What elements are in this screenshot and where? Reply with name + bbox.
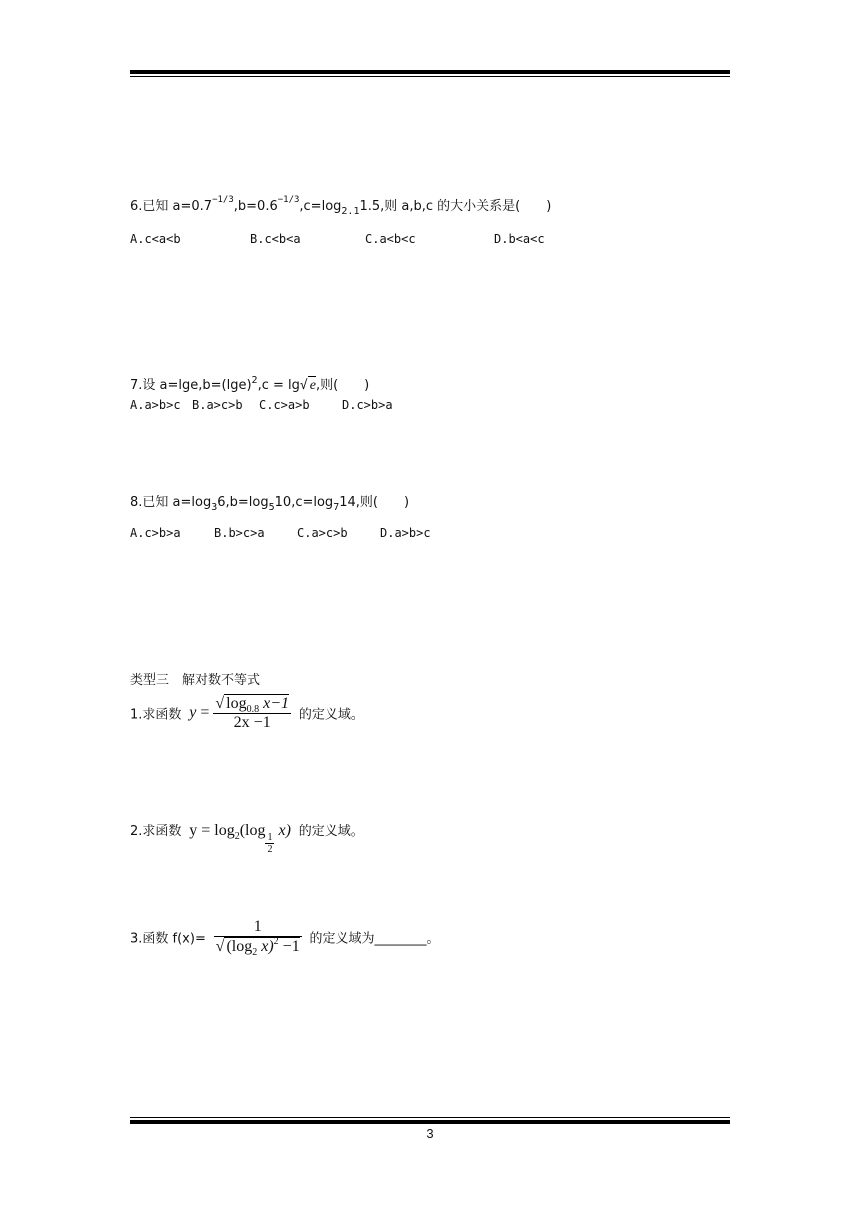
q6-option-b: B.c<b<a	[250, 232, 301, 246]
header-rule	[130, 70, 730, 77]
q7-option-c: C.c>a>b	[259, 398, 310, 412]
q7-option-b: B.a>c>b	[192, 398, 243, 412]
type3-question-3: 3.函数 f(x)= $\frac{1}{√ (\log_2 x)^2 -1}$ 的定义域为________。	[130, 918, 440, 958]
question-6: 6.已知 $a=0.7-1/3,b=0.6-1/3,c=\log_{2.1}1.5$,则 a,b,c 的大小关系是( )	[130, 195, 552, 217]
question-8: 8.已知 $a=\log_36,b=\log_510,c=\log_714$,则( )	[130, 495, 410, 513]
question-7: 7.设 $a=\lg e,b=(\lg e)^2,c = \lg√$ e,则( )	[130, 375, 370, 393]
q8-option-d: D.a>b>c	[380, 526, 431, 540]
q8-option-a: A.c>b>a	[130, 526, 181, 540]
type3-question-1: 1.求函数 y = $\frac{√ \log_{0.8} x-1}{2x -1}$ 的定义域。	[130, 695, 364, 731]
section-title: 类型三 解对数不等式	[130, 673, 261, 688]
q6-option-d: D.b<a<c	[494, 232, 545, 246]
q8-option-c: C.a>c>b	[297, 526, 348, 540]
fraction: $\frac{√ \log_{0.8} x-1}{2x -1}$	[215, 695, 290, 731]
q7-option-d: D.c>b>a	[342, 398, 393, 412]
footer-rule	[130, 1117, 730, 1124]
type3-question-2: 2.求函数 $y = \log_2(\log$ $\frac{1}{2}$ x) 的定义域。	[130, 822, 364, 855]
q6-option-c: C.a<b<c	[365, 232, 416, 246]
q6-option-a: A.c<a<b	[130, 232, 181, 246]
page-number: 3	[426, 1126, 434, 1141]
q7-option-a: A.a>b>c	[130, 398, 181, 412]
q8-option-b: B.b>c>a	[214, 526, 265, 540]
fraction: $\frac{1}{√ (\log_2 x)^2 -1}$	[215, 918, 300, 958]
